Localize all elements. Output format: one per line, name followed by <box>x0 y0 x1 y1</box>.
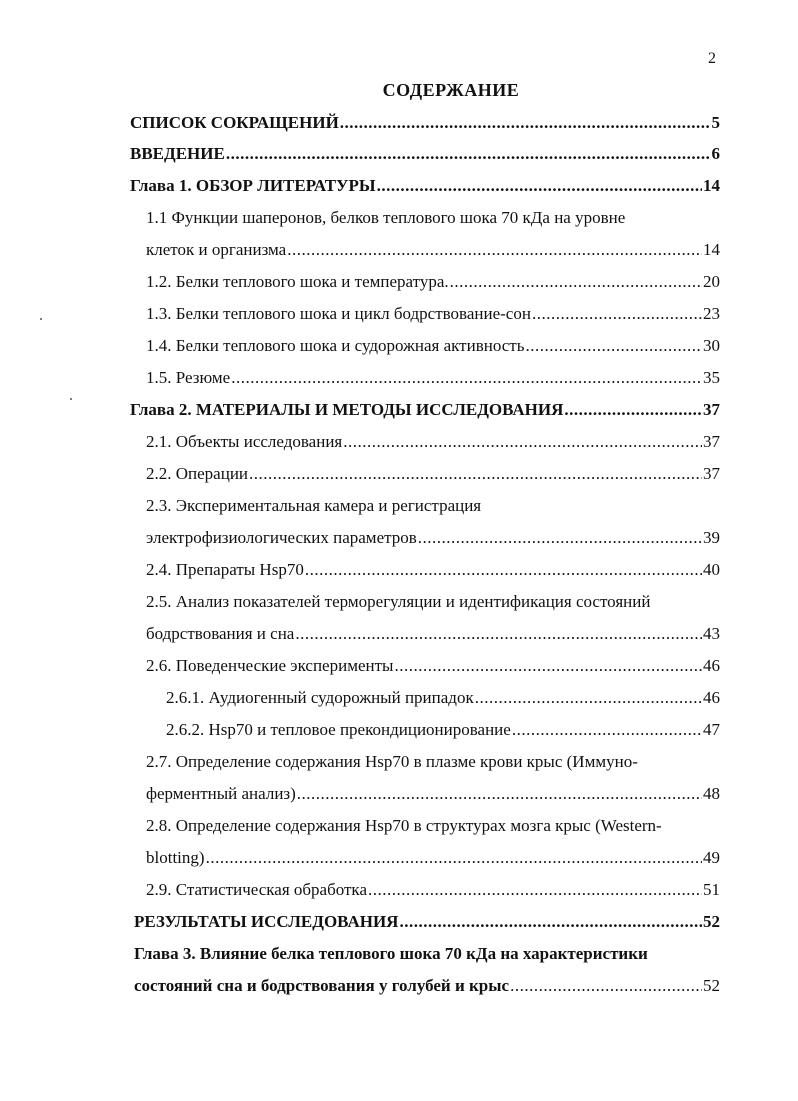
toc-entry-chapter-3-line1[interactable]: Глава 3. Влияние белка теплового шока 70 кДа на характеристики <box>134 944 648 963</box>
toc-entry-2-7[interactable]: ферментный анализ) ..... 48 <box>146 784 720 804</box>
toc-entry-2-2[interactable]: 2.2. Операции ..... 37 <box>146 464 720 484</box>
toc-entry-2-8[interactable]: blotting) ..... 49 <box>146 848 720 868</box>
toc-entry-introduction[interactable]: ВВЕДЕНИЕ ..... 6 <box>130 144 720 164</box>
toc-entry-2-3[interactable]: электрофизиологических параметров ..... 39 <box>146 528 720 548</box>
toc-entry-2-5[interactable]: бодрствования и сна ..... 43 <box>146 624 720 644</box>
page-title: СОДЕРЖАНИЕ <box>382 80 520 100</box>
toc-entry-2-6[interactable]: 2.6. Поведенческие эксперименты ..... 46 <box>146 656 720 676</box>
toc-entry-2-1[interactable]: 2.1. Объекты исследования ..... 37 <box>146 432 720 452</box>
scan-speck <box>70 398 72 400</box>
toc-entry-1-2[interactable]: 1.2. Белки теплового шока и температура. ..... 20 <box>146 272 720 292</box>
toc-entry-2-9[interactable]: 2.9. Статистическая обработка ..... 51 <box>146 880 720 900</box>
toc-entry-2-5-line1[interactable]: 2.5. Анализ показателей терморегуляции и идентификация состояний <box>146 592 651 611</box>
scan-speck <box>40 318 42 320</box>
toc-entry-abbreviations[interactable]: СПИСОК СОКРАЩЕНИЙ ..... 5 <box>130 113 720 133</box>
toc-entry-2-3-line1[interactable]: 2.3. Экспериментальная камера и регистрация <box>146 496 482 515</box>
toc-entry-2-8-line1[interactable]: 2.8. Определение содержания Hsp70 в структурах мозга крыс (Western- <box>146 816 662 835</box>
toc-entry-2-7-line1[interactable]: 2.7. Определение содержания Hsp70 в плазме крови крыс (Иммуно- <box>146 752 638 771</box>
toc-entry-chapter-2[interactable]: Глава 2. МАТЕРИАЛЫ И МЕТОДЫ ИССЛЕДОВАНИЯ ..... 37 <box>130 400 720 420</box>
toc-entry-chapter-3[interactable]: состояний сна и бодрствования у голубей и крыс ..... 52 <box>134 976 720 996</box>
toc-entry-chapter-1[interactable]: Глава 1. ОБЗОР ЛИТЕРАТУРЫ ..... 14 <box>130 176 720 196</box>
toc-entry-1-1[interactable]: клеток и организма ..... 14 <box>146 240 720 260</box>
toc-entry-1-5[interactable]: 1.5. Резюме ..... 35 <box>146 368 720 388</box>
toc-entry-results[interactable]: РЕЗУЛЬТАТЫ ИССЛЕДОВАНИЯ ..... 52 <box>134 912 720 932</box>
toc-entry-2-6-1[interactable]: 2.6.1. Аудиогенный судорожный припадок ..... 46 <box>166 688 720 708</box>
page-number: 2 <box>708 50 716 67</box>
toc-entry-1-1-line1[interactable]: 1.1 Функции шаперонов, белков теплового шока 70 кДа на уровне <box>146 208 626 227</box>
toc-entry-2-4[interactable]: 2.4. Препараты Hsp70 ..... 40 <box>146 560 720 580</box>
toc-entry-2-6-2[interactable]: 2.6.2. Hsp70 и тепловое прекондиционирование ..... 47 <box>166 720 720 740</box>
toc-entry-1-4[interactable]: 1.4. Белки теплового шока и судорожная активность ..... 30 <box>146 336 720 356</box>
toc-entry-1-3[interactable]: 1.3. Белки теплового шока и цикл бодрствование-сон ..... 23 <box>146 304 720 324</box>
